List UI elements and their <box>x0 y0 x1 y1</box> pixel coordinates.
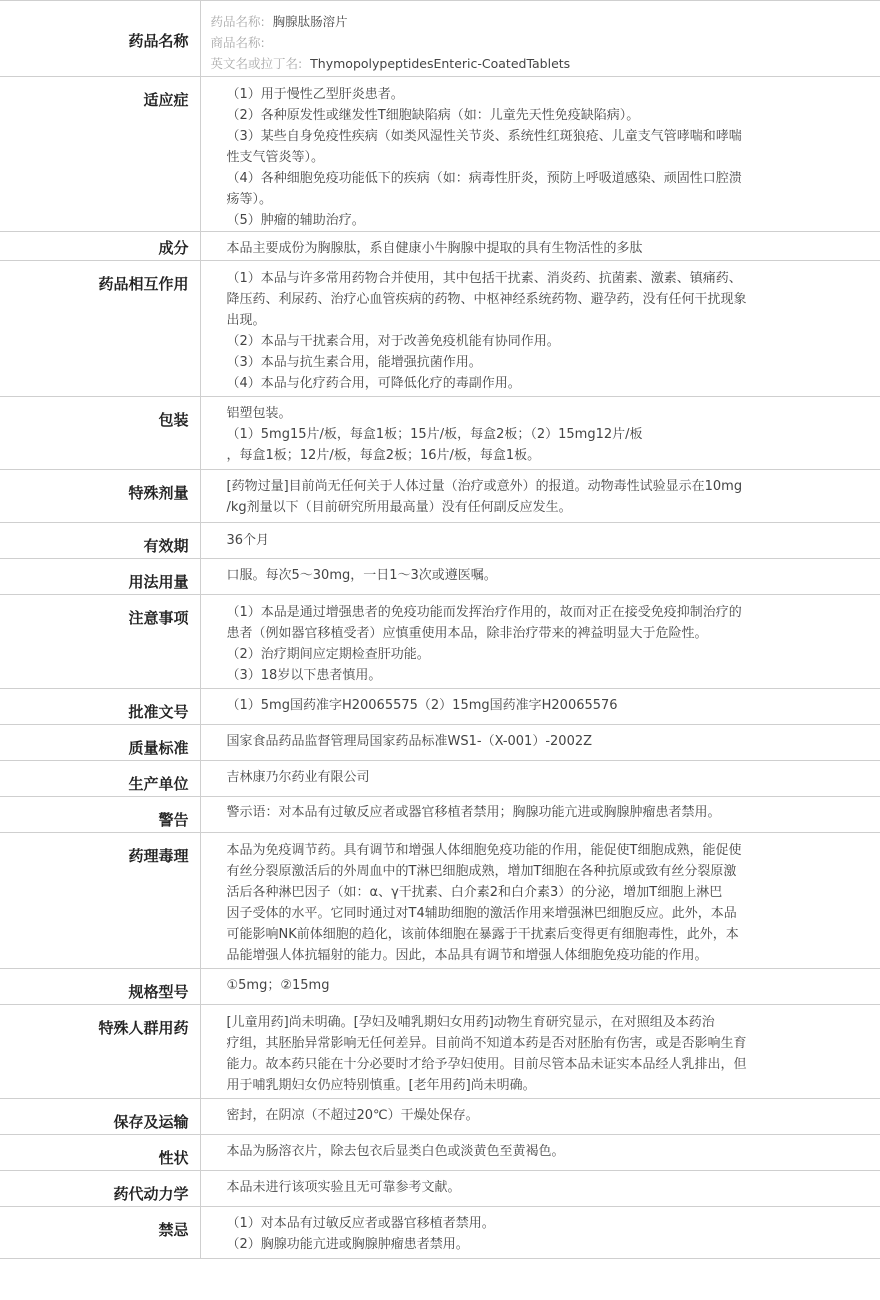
spec-key: 生产单位 <box>0 761 200 797</box>
spec-value-line: 本品为免疫调节药。具有调节和增强人体细胞免疫功能的作用，能促使T细胞成熟，能促使 <box>226 843 742 858</box>
spec-key: 有效期 <box>0 523 200 559</box>
spec-value-line: （2）治疗期间应定期检查肝功能。 <box>226 647 430 662</box>
spec-value <box>200 797 880 833</box>
generic-name-label: 药品名称: <box>210 14 265 29</box>
spec-row <box>0 77 880 232</box>
spec-value <box>200 397 880 470</box>
generic-name-value: 胸腺肽肠溶片 <box>272 14 348 29</box>
spec-key: 成分 <box>0 232 200 261</box>
spec-value-line: （3）某些自身免疫性疾病（如类风湿性关节炎、系统性红斑狼疮、儿童支气管哮喘和哮喘 <box>226 129 742 144</box>
spec-value <box>200 559 880 595</box>
trade-name-line <box>211 32 789 53</box>
spec-value-line: 品能增强人体抗辐射的能力。因此，本品具有调节和增强人体细胞免疫功能的作用。 <box>226 948 708 963</box>
spec-key: 质量标准 <box>0 725 200 761</box>
spec-value-line: （1）对本品有过敏反应者或器官移植者禁用。 <box>226 1216 495 1231</box>
spec-value-line: 口服。每次5～30mg，一日1～3次或遵医嘱。 <box>226 568 497 583</box>
spec-value <box>200 77 880 232</box>
spec-value-line: （3）本品与抗生素合用，能增强抗菌作用。 <box>226 355 482 370</box>
spec-row <box>0 689 880 725</box>
english-name-value: ThymopolypeptidesEnteric-CoatedTablets <box>310 56 571 71</box>
spec-row-name <box>0 1 880 77</box>
english-name-line <box>211 53 789 74</box>
spec-row <box>0 725 880 761</box>
spec-value-line: 可能影响NK前体细胞的趋化，该前体细胞在暴露于干扰素后变得更有细胞毒性，此外，本 <box>226 927 739 942</box>
spec-value <box>200 261 880 397</box>
spec-value <box>200 1207 880 1259</box>
spec-value-line: 用于哺乳期妇女仍应特别慎重。[老年用药]尚未明确。 <box>226 1078 536 1093</box>
spec-value <box>200 595 880 689</box>
spec-value-line: 能力。故本药只能在十分必要时才给予孕妇使用。目前尽管本品未证实本品经人乳排出，但 <box>226 1057 747 1072</box>
spec-key: 药理毒理 <box>0 833 200 969</box>
spec-value-line: 吉林康乃尔药业有限公司 <box>226 770 370 785</box>
spec-key: 警告 <box>0 797 200 833</box>
spec-row <box>0 523 880 559</box>
spec-value <box>200 1135 880 1171</box>
spec-value-line: 出现。 <box>226 313 266 328</box>
spec-value-line: ①5mg；②15mg <box>226 978 330 993</box>
spec-value-line: 患者（例如器官移植受者）应慎重使用本品，除非治疗带来的裨益明显大于危险性。 <box>226 626 708 641</box>
spec-value <box>200 1005 880 1099</box>
spec-value-line: 本品未进行该项实验且无可靠参考文献。 <box>226 1180 461 1195</box>
spec-value-line: （1）5mg15片/板，每盒1板；15片/板，每盒2板；（2）15mg12片/板 <box>226 427 643 442</box>
spec-row <box>0 470 880 523</box>
spec-value <box>200 761 880 797</box>
spec-value-line: /kg剂量以下（目前研究所用最高量）没有任何副反应发生。 <box>226 500 572 515</box>
spec-value-line: 密封，在阴凉（不超过20℃）干燥处保存。 <box>226 1108 479 1123</box>
spec-value-line: 因子受体的水平。它同时通过对T4辅助细胞的激活作用来增强淋巴细胞反应。此外，本品 <box>226 906 737 921</box>
spec-row <box>0 797 880 833</box>
spec-key: 注意事项 <box>0 595 200 689</box>
spec-value-line: （1）5mg国药准字H20065575（2）15mg国药准字H20065576 <box>226 698 618 713</box>
spec-value <box>200 833 880 969</box>
spec-row <box>0 1135 880 1171</box>
spec-value-line: （1）本品是通过增强患者的免疫功能而发挥治疗作用的，故而对正在接受免疫抑制治疗的 <box>226 605 742 620</box>
spec-key: 适应症 <box>0 77 200 232</box>
spec-value-line: [药物过量]目前尚无任何关于人体过量（治疗或意外）的报道。动物毒性试验显示在10mg <box>226 479 743 494</box>
spec-key: 保存及运输 <box>0 1099 200 1135</box>
trade-name-label: 商品名称: <box>210 35 265 50</box>
spec-value <box>200 1099 880 1135</box>
spec-row <box>0 595 880 689</box>
spec-row <box>0 1099 880 1135</box>
spec-row <box>0 1171 880 1207</box>
spec-key: 禁忌 <box>0 1207 200 1259</box>
spec-key: 药代动力学 <box>0 1171 200 1207</box>
spec-value <box>200 689 880 725</box>
spec-value <box>200 725 880 761</box>
spec-value <box>200 1171 880 1207</box>
spec-value-line: （4）本品与化疗药合用，可降低化疗的毒副作用。 <box>226 376 521 391</box>
spec-value-line: 疗组，其胚胎异常影响无任何差异。目前尚不知道本药是否对胚胎有伤害，或是否影响生育 <box>226 1036 747 1051</box>
spec-key: 批准文号 <box>0 689 200 725</box>
spec-value-line: （1）本品与许多常用药物合并使用，其中包括干扰素、消炎药、抗菌素、激素、镇痛药、 <box>226 271 742 286</box>
spec-value-line: 国家食品药品监督管理局国家药品标准WS1-（X-001）-2002Z <box>226 734 593 749</box>
spec-value-line: （4）各种细胞免疫功能低下的疾病（如：病毒性肝炎，预防上呼吸道感染、顽固性口腔溃 <box>226 171 742 186</box>
spec-value-line: ，每盒1板；12片/板，每盒2板；16片/板，每盒1板。 <box>226 448 541 463</box>
spec-key-name: 药品名称 <box>0 1 200 77</box>
spec-value-line: 本品为肠溶衣片，除去包衣后显类白色或淡黄色至黄褐色。 <box>226 1144 565 1159</box>
spec-row <box>0 559 880 595</box>
spec-value-line: 本品主要成份为胸腺肽，系自健康小牛胸腺中提取的具有生物活性的多肽 <box>226 241 643 256</box>
spec-value-line: （1）用于慢性乙型肝炎患者。 <box>226 87 404 102</box>
spec-row <box>0 969 880 1005</box>
spec-value-line: （2）各种原发性或继发性T细胞缺陷病（如：儿童先天性免疫缺陷病）。 <box>226 108 640 123</box>
english-name-label: 英文名或拉丁名: <box>210 56 303 71</box>
spec-value-line: 有丝分裂原激活后的外周血中的T淋巴细胞成熟，增加T细胞在各种抗原或致有丝分裂原激 <box>226 864 737 879</box>
spec-key: 特殊人群用药 <box>0 1005 200 1099</box>
spec-value-name <box>200 1 880 77</box>
spec-value-line: 36个月 <box>226 533 270 548</box>
spec-value-line: （2）本品与干扰素合用，对于改善免疫机能有协同作用。 <box>226 334 560 349</box>
spec-value-line: 降压药、利尿药、治疗心血管疾病的药物、中枢神经系统药物、避孕药，没有任何干扰现象 <box>226 292 747 307</box>
spec-row <box>0 833 880 969</box>
spec-key: 药品相互作用 <box>0 261 200 397</box>
spec-value <box>200 470 880 523</box>
spec-key: 性状 <box>0 1135 200 1171</box>
spec-row <box>0 261 880 397</box>
generic-name-line <box>211 11 789 32</box>
spec-value-line: 性支气管炎等）。 <box>226 150 325 165</box>
spec-value-line: 铝塑包装。 <box>226 406 292 421</box>
spec-value-line: （2）胸腺功能亢进或胸腺肿瘤患者禁用。 <box>226 1237 469 1252</box>
spec-row <box>0 397 880 470</box>
spec-value-line: （3）18岁以下患者慎用。 <box>226 668 382 683</box>
spec-value-line: （5）肿瘤的辅助治疗。 <box>226 213 365 228</box>
spec-key: 规格型号 <box>0 969 200 1005</box>
spec-value <box>200 232 880 261</box>
spec-row <box>0 232 880 261</box>
spec-value <box>200 969 880 1005</box>
spec-key: 用法用量 <box>0 559 200 595</box>
spec-row <box>0 761 880 797</box>
spec-key: 特殊剂量 <box>0 470 200 523</box>
spec-row <box>0 1207 880 1259</box>
spec-row <box>0 1005 880 1099</box>
spec-value <box>200 523 880 559</box>
spec-value-line: [儿童用药]尚未明确。[孕妇及哺乳期妇女用药]动物生育研究显示，在对照组及本药治 <box>226 1015 715 1030</box>
spec-value-line: 警示语：对本品有过敏反应者或器官移植者禁用；胸腺功能亢进或胸腺肿瘤患者禁用。 <box>226 805 721 820</box>
spec-value-line: 疡等）。 <box>226 192 273 207</box>
spec-value-line: 活后各种淋巴因子（如：α、γ干扰素、白介素2和白介素3）的分泌，增加T细胞上淋巴 <box>226 885 723 900</box>
spec-key: 包装 <box>0 397 200 470</box>
